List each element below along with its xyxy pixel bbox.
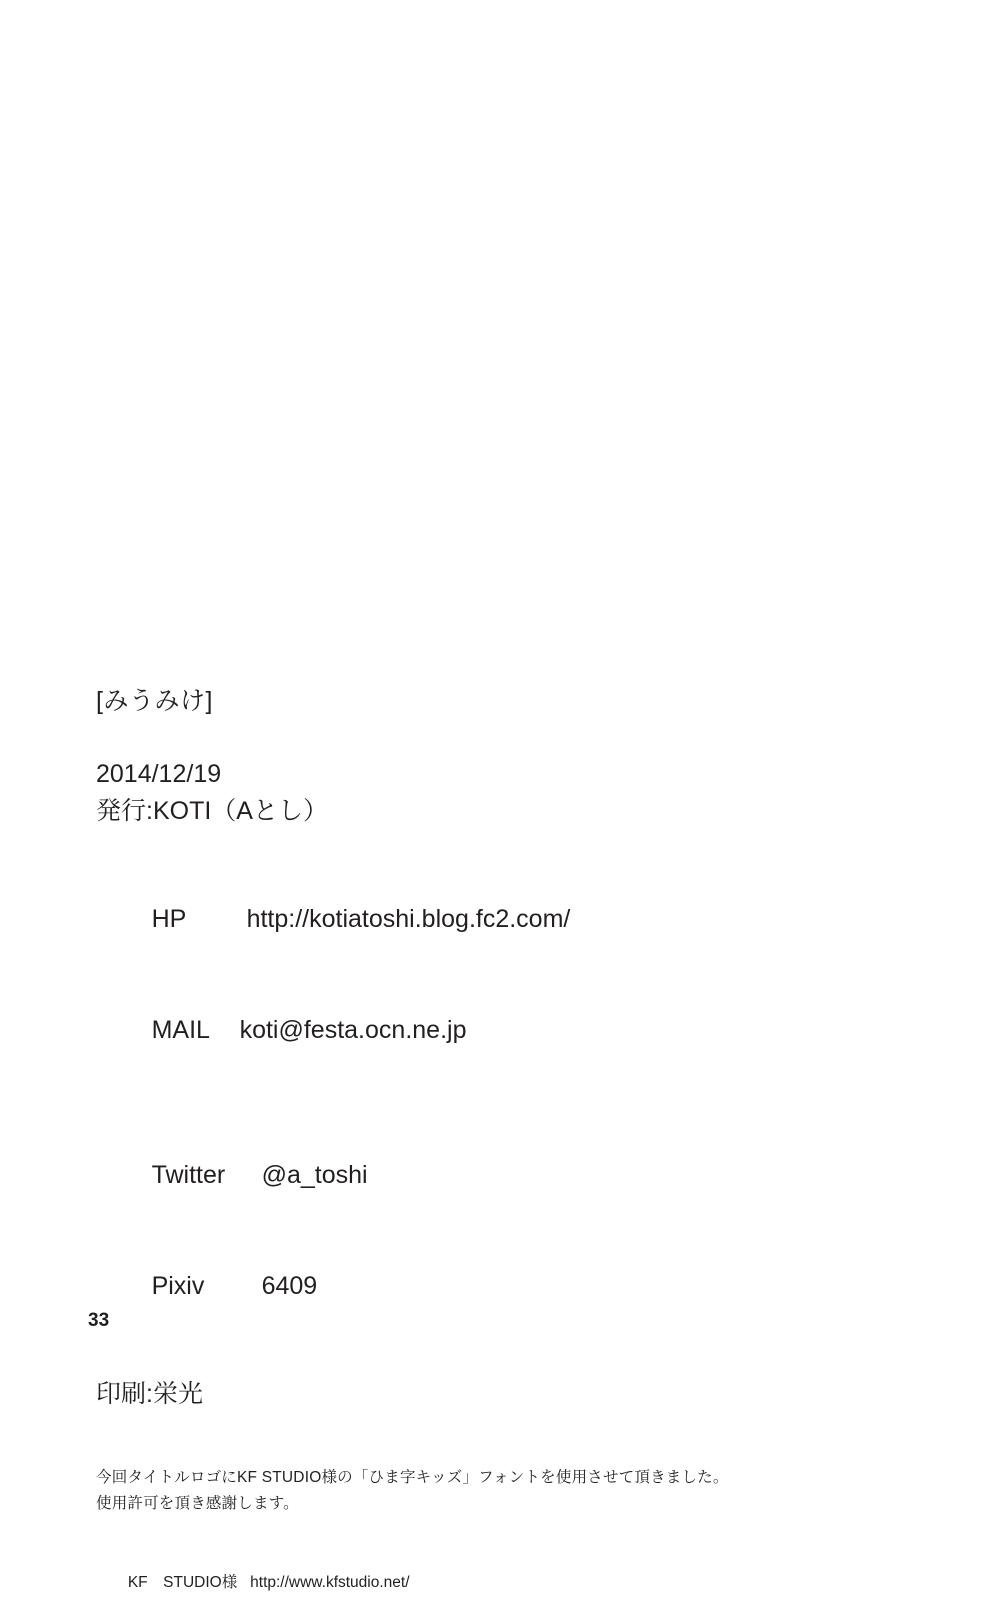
printer-info [96, 1376, 856, 1413]
contact-info [96, 864, 856, 1086]
mail-address[interactable]: koti@festa.ocn.ne.jp [239, 1016, 467, 1044]
font-credit-note [96, 1465, 856, 1516]
printer-name: 印刷:栄光 [96, 1380, 203, 1408]
hp-label: HP [151, 905, 187, 933]
publication-date: 2014/12/19 [96, 760, 222, 788]
publication-info [96, 756, 856, 830]
kf-studio-label: KF STUDIO様 [127, 1573, 238, 1591]
pixiv-id[interactable]: 6409 [261, 1272, 318, 1300]
social-row-pixiv [96, 1231, 856, 1342]
circle-title: [みうみけ] [96, 687, 213, 715]
contact-row-hp [96, 864, 856, 975]
mail-label: MAIL [151, 1016, 210, 1044]
font-credit-line-2: 使用許可を頂き感謝します。 [96, 1494, 299, 1512]
twitter-handle[interactable]: @a_toshi [261, 1161, 368, 1189]
hp-url[interactable]: http://kotiatoshi.blog.fc2.com/ [246, 905, 571, 933]
contact-row-mail [96, 975, 856, 1086]
pixiv-label: Pixiv [151, 1272, 205, 1300]
kf-studio-url[interactable]: http://www.kfstudio.net/ [250, 1573, 410, 1591]
colophon-block [96, 686, 856, 1621]
page-number: 33 [88, 1310, 110, 1331]
kf-studio-credit [102, 1546, 856, 1620]
font-credit-line-1: 今回タイトルロゴにKF STUDIO様の「ひま字キッズ」フォントを使用させて頂きました。 [96, 1469, 729, 1486]
publisher-name: 発行:KOTI（Aとし） [96, 797, 328, 825]
twitter-label: Twitter [151, 1161, 226, 1189]
social-row-twitter [96, 1120, 856, 1231]
social-info [96, 1120, 856, 1342]
